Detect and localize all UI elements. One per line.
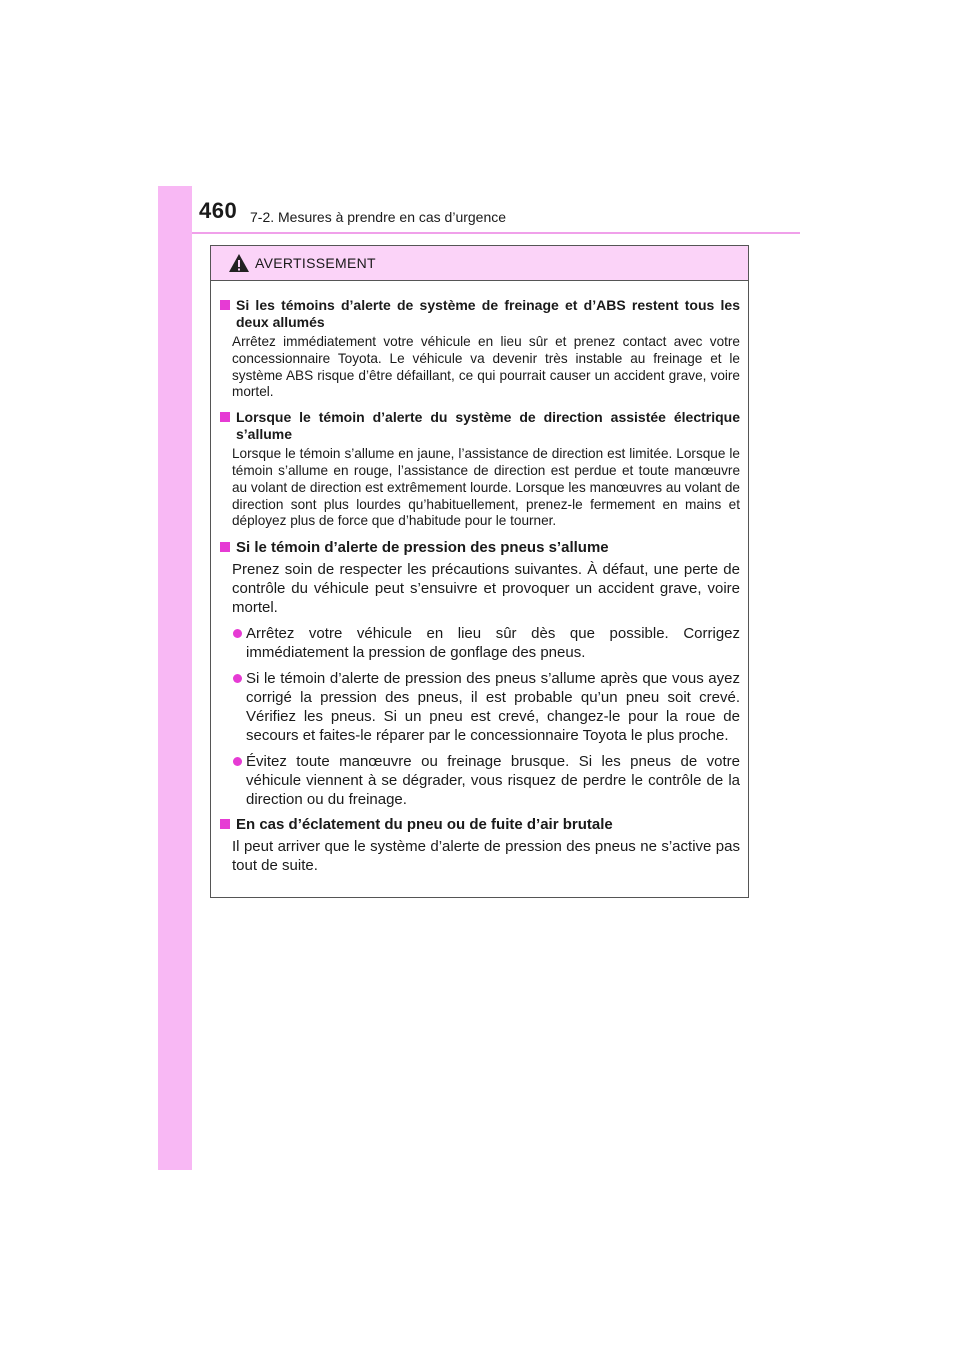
- warning-item: [219, 815, 740, 875]
- round-bullet-icon: [233, 757, 242, 766]
- round-bullet-icon: [233, 629, 242, 638]
- list-item: Si le témoin d’alerte de pression des pneus s’allume après que vous ayez corrigé la pression des pneus, il est probable qu’un pneu soit crevé. Vérifiez les pneus. Si un pneu est crevé, changez-le pour la roue de secours et faites-le réparer par le concessionnaire Toyota le plus proche.: [219, 669, 740, 745]
- section-title: 7-2. Mesures à prendre en cas d’urgence: [250, 209, 507, 225]
- page-number: 460: [199, 198, 238, 223]
- square-bullet-icon: [220, 542, 230, 552]
- list-item: Arrêtez votre véhicule en lieu sûr dès que possible. Corrigez immédiatement la pression de gonflage des pneus.: [219, 624, 740, 662]
- item-heading: Si le témoin d’alerte de pression des pneus s’allume: [219, 538, 740, 557]
- warning-item: [219, 409, 740, 530]
- warning-triangle-icon: [228, 253, 250, 273]
- warning-header: [211, 246, 748, 281]
- round-bullet-icon: [233, 674, 242, 683]
- item-body: Arrêtez immédiatement votre véhicule en lieu sûr et prenez contact avec votre concessionnaire Toyota. Le véhicule va devenir très instable au freinage et le système ABS risque d’être défaillant, ce qui pourrait causer un accident grave, voire mortel.: [232, 334, 740, 400]
- warning-body: [211, 281, 748, 875]
- chapter-color-band: [158, 186, 192, 1170]
- warning-item: [219, 538, 740, 809]
- square-bullet-icon: [220, 300, 230, 310]
- item-heading: Si les témoins d’alerte de système de freinage et d’ABS restent tous les deux allumés: [219, 297, 740, 331]
- warning-box: [210, 245, 749, 898]
- item-body: Lorsque le témoin s’allume en jaune, l’assistance de direction est limitée. Lorsque le témoin s’allume en rouge, l’assistance de direction est perdue et toute manœuvre au volant de direction est extrêmement lourde. Lorsque les manœuvres au volant de direction sont plus lourdes qu’habituellement, prenez-le fermement en mains et déployez plus de force que d’habitude pour le tourner.: [232, 446, 740, 529]
- item-heading: En cas d’éclatement du pneu ou de fuite d’air brutale: [219, 815, 740, 834]
- list-item: Évitez toute manœuvre ou freinage brusque. Si les pneus de votre véhicule viennent à se dégrader, vous risquez de perdre le contrôle de la direction ou du freinage.: [219, 752, 740, 809]
- item-heading: Lorsque le témoin d’alerte du système de direction assistée électrique s’allume: [219, 409, 740, 443]
- square-bullet-icon: [220, 819, 230, 829]
- item-body: Prenez soin de respecter les précautions suivantes. À défaut, une perte de contrôle du véhicule peut s’ensuivre et provoquer un accident grave, voire mortel.: [232, 561, 740, 617]
- item-body: Il peut arriver que le système d’alerte de pression des pneus ne s’active pas tout de suite.: [232, 838, 740, 875]
- square-bullet-icon: [220, 412, 230, 422]
- warning-item: [219, 297, 740, 401]
- header-rule: [192, 232, 800, 234]
- warning-title: AVERTISSEMENT: [255, 255, 376, 271]
